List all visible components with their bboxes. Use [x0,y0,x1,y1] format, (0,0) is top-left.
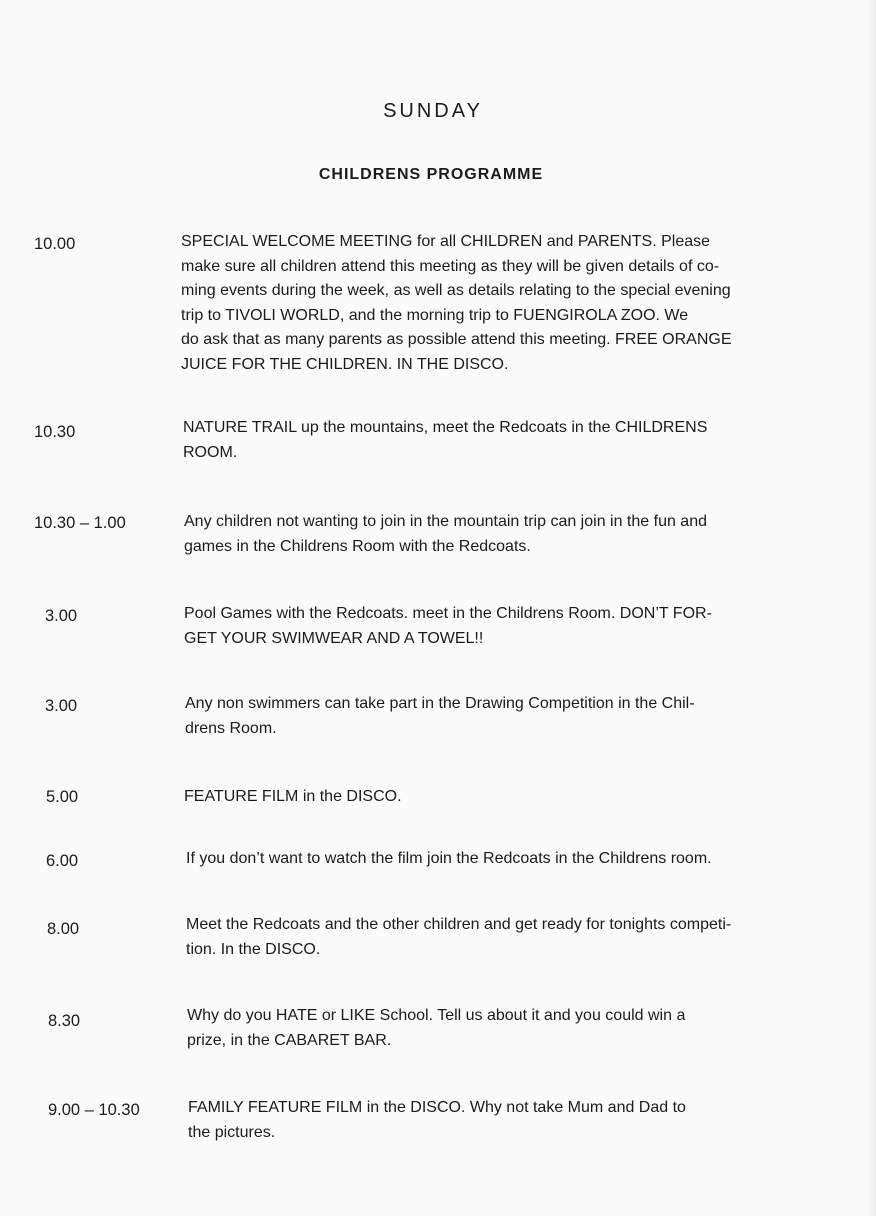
entry-time: 8.30 [48,1012,81,1030]
entry-time: 9.00 – 10.30 [48,1101,140,1119]
entry-description: SPECIAL WELCOME MEETING for all CHILDREN and PARENTS. Please make sure all children attend this meeting as they will be given details of co- ming events during the week, as well as details relating to the special evening trip to TIVOLI WORLD, and the morning trip to FUENGIROLA ZOO. We do ask that as many parents as possible attend this meeting. FREE ORANGE JUICE FOR THE CHILDREN. IN THE DISCO. [181,233,732,373]
entry-description: Why do you HATE or LIKE School. Tell us about it and you could win a prize, in the CABARET BAR. [187,1007,686,1049]
entry-description: FAMILY FEATURE FILM in the DISCO. Why not take Mum and Dad to the pictures. [188,1099,686,1141]
day-title: SUNDAY [383,100,483,122]
entry-description: NATURE TRAIL up the mountains, meet the Redcoats in the CHILDRENS ROOM. [183,419,708,461]
entry-time: 5.00 [46,788,79,806]
entry-time: 10.00 [34,235,76,253]
entry-description: FEATURE FILM in the DISCO. [184,788,402,805]
entry-description: Any children not wanting to join in the mountain trip can join in the fun and games in the Childrens Room with the Redcoats. [184,513,707,555]
entry-description: Any non swimmers can take part in the Drawing Competition in the Chil- drens Room. [185,695,695,737]
entry-time: 6.00 [46,852,79,870]
entry-time: 3.00 [45,697,78,715]
entry-time: 8.00 [47,920,80,938]
entry-time: 10.30 [34,423,76,441]
entry-description: Meet the Redcoats and the other children and get ready for tonights competi- tion. In the DISCO. [186,916,732,958]
programme-title: CHILDRENS PROGRAMME [318,166,544,183]
entry-description: Pool Games with the Redcoats. meet in the Childrens Room. DON’T FOR- GET YOUR SWIMWEAR AND A TOWEL!! [184,605,712,647]
page-edge-shadow [866,0,876,1216]
entry-time: 10.30 – 1.00 [34,514,126,532]
entry-time: 3.00 [45,607,78,625]
entry-description: If you don’t want to watch the film join the Redcoats in the Childrens room. [186,850,712,867]
